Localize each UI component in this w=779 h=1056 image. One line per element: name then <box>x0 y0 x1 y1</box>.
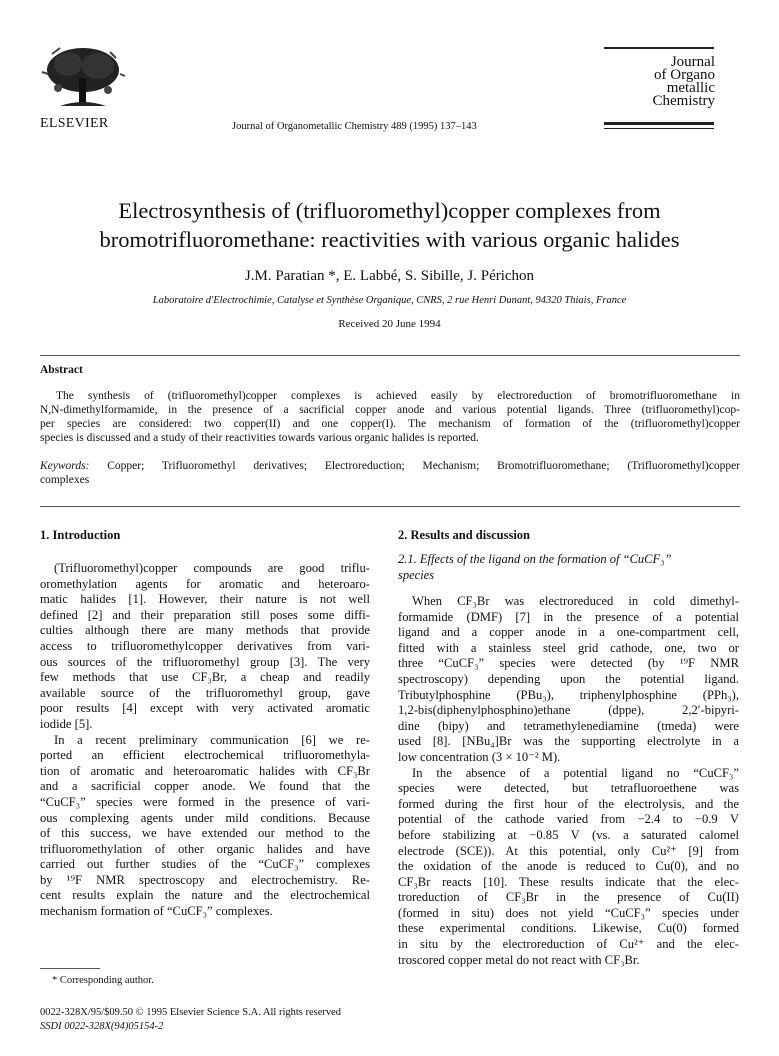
introduction-text <box>40 561 370 920</box>
text-line: ous complexing agents under mild conditions. Because <box>40 810 370 825</box>
text-line: low concentration (3 × 10⁻² M). <box>398 749 561 764</box>
journal-logo-line: Chemistry <box>652 93 715 109</box>
footer-ssdi: SSDI 0022-328X(94)05154-2 <box>40 1021 164 1032</box>
journal-citation: Journal of Organometallic Chemistry 489 (1995) 137–143 <box>232 121 477 132</box>
results-text <box>398 594 739 968</box>
intro-para-1 <box>40 561 370 733</box>
header-rule-bottom <box>604 122 714 125</box>
text-line: species were detected, but tetrafluoroethene was <box>398 781 739 796</box>
text-line: ous sources of the trifluoromethyl group [3]. The very <box>40 654 370 669</box>
text-line: (formed in situ) does not yield “CuCF₃” species under <box>398 905 739 920</box>
text-line: trifluoromethylation of other organic halides and have <box>40 841 370 856</box>
text-line: electrode (SCE)). At this potential, only Cu²⁺ [9] from <box>398 843 739 858</box>
abstract-top-rule <box>40 355 740 356</box>
text-line: the oxidation of the anode is reduced to Cu(0), and no <box>398 859 739 874</box>
text-line: cent results explain the nature and the electrochemical <box>40 888 370 903</box>
journal-logo <box>653 56 716 108</box>
results-para-1 <box>398 594 739 766</box>
text-line: carried out further studies of the “CuCF₃” complexes <box>40 857 370 872</box>
keywords <box>40 459 740 487</box>
text-line: ported an efficient electrochemical trifluoromethyla- <box>40 748 370 763</box>
results-para-2 <box>398 766 739 969</box>
journal-logo-line: Journal <box>670 54 715 70</box>
text-line: culties although there are many methods that provide <box>40 623 370 638</box>
text-line: dine (bipy) and tetramethylenediamine (tmeda) were <box>398 718 739 733</box>
header-rule-bottom2 <box>604 128 714 129</box>
affiliation: Laboratoire d'Electrochimie, Catalyse et Synthèse Organique, CNRS, 2 rue Henri Dunant, 94320 Thiais, France <box>152 295 627 306</box>
text-line: CF₃Br reacts [10]. These results indicate that the elec- <box>398 874 739 889</box>
author-list: J.M. Paratian *, E. Labbé, S. Sibille, J. Périchon <box>244 268 535 284</box>
text-line: “CuCF₃” species were formed in the presence of vari- <box>40 794 370 809</box>
publisher-name: ELSEVIER <box>40 116 109 131</box>
text-line: troscored copper metal do not react with CF₃Br. <box>398 952 640 967</box>
text-line: iodide [5]. <box>40 716 93 731</box>
text-line: mechanism formation of “CuCF₃” complexes. <box>40 904 273 919</box>
text-line: fitted with a stainless steel grid cathode, one, two or <box>398 640 739 655</box>
text-line: before stabilizing at −0.85 V (vs. a saturated calomel <box>398 827 739 842</box>
text-line: 1,2-bis(diphenylphosphino)ethane (dppe), 2,2′-bipyri- <box>398 703 739 718</box>
text-line: defined [2] and their preparation still poses some diffi- <box>40 607 370 622</box>
text-line: in situ by the electroreduction of Cu²⁺ and the elec- <box>398 937 739 952</box>
elsevier-tree-logo <box>40 44 126 114</box>
section-heading-results: 2. Results and discussion <box>398 528 530 542</box>
text-line: used [8]. [NBu₄]Br was the supporting electrolyte in a <box>398 734 739 749</box>
text-line: formed during the first hour of the electrolysis, and the <box>398 796 739 811</box>
subsection-heading <box>398 552 739 583</box>
footnote-corresponding-author: * Corresponding author. <box>52 975 154 986</box>
text-line: access to trifluoromethylcopper derivatives from vari- <box>40 638 370 653</box>
text-line: troreduction of CF₃Br in the presence of Cu(II) <box>398 890 739 905</box>
subsection-heading-line: 2.1. Effects of the ligand on the formation of “CuCF₃” <box>398 552 672 566</box>
text-line: of this success, we have extended our method to the <box>40 826 370 841</box>
received-date: Received 20 June 1994 <box>338 318 441 330</box>
text-line: ligand and a copper anode in a one-compartment cell, <box>398 625 739 640</box>
article-title-line: Electrosynthesis of (trifluoromethyl)copper complexes from <box>118 198 661 223</box>
section-heading-introduction: 1. Introduction <box>40 528 121 542</box>
text-line: few methods that use CF₃Br, a cheap and readily <box>40 670 370 685</box>
header-rule-top <box>604 47 714 49</box>
article-title <box>40 196 739 254</box>
keywords-text: Copper; Trifluoromethyl derivatives; Electroreduction; Mechanism; Bromotrifluoromethane; (Trifluoromethyl)copper <box>89 460 740 472</box>
text-line: these experimental conditions. Likewise, Cu(0) formed <box>398 921 739 936</box>
text-line: formamide (DMF) [7] in the presence of a potential <box>398 609 739 624</box>
footnote-rule <box>40 968 100 969</box>
abstract-line: species is discussed and a study of their reactivities towards various organic halides is reported. <box>40 432 479 444</box>
text-line: and a sacrificial copper anode. We found that the <box>40 779 370 794</box>
text-line: by ¹⁹F NMR spectroscopy and electrochemistry. Re- <box>40 872 370 887</box>
text-line: In a recent preliminary communication [6] we re- <box>54 732 370 747</box>
text-line: Tributylphosphine (PBu₃), triphenylphosphine (PPh₃), <box>398 687 739 702</box>
keywords-text: complexes <box>40 474 90 486</box>
footer-copyright: 0022-328X/95/$09.50 © 1995 Elsevier Science S.A. All rights reserved <box>40 1007 342 1018</box>
text-line: three “CuCF₃” species were detected (by ¹⁹F NMR <box>398 656 739 671</box>
journal-logo-line: metallic <box>666 80 715 96</box>
abstract-heading: Abstract <box>40 364 83 376</box>
abstract-body <box>40 389 740 445</box>
abstract-line: N,N-dimethylformamide, in the presence of a sacrificial copper anode and various potential ligands. Three (trifluoromethyl)cop- <box>40 404 740 416</box>
text-line: available source of the trifluoromethyl group, gave <box>40 685 370 700</box>
text-line: When CF₃Br was electroreduced in cold dimethyl- <box>412 594 739 608</box>
text-line: oromethylation agents for aromatic and heteroaro- <box>40 576 370 591</box>
abstract-bottom-rule <box>40 506 740 507</box>
abstract-line: per species are considered: two copper(II) and one copper(I). The mechanism of formation of the (trifluoromethyl)copper <box>40 418 740 430</box>
text-line: tion of aromatic and heteroaromatic halides with CF₃Br <box>40 763 370 778</box>
text-line: potential of the cathode varied from −2.4 to −0.9 V <box>398 812 739 827</box>
text-line: (Trifluoromethyl)copper compounds are good triflu- <box>54 561 370 575</box>
journal-logo-line: of Organo <box>654 67 715 83</box>
abstract-line: The synthesis of (trifluoromethyl)copper complexes is achieved easily by electroreduction of bromotrifluoromethane in <box>56 390 740 402</box>
keywords-label: Keywords: <box>40 460 90 472</box>
text-line: matic halides [1]. However, their nature is not well <box>40 592 370 607</box>
text-line: In the absence of a potential ligand no “CuCF₃” <box>412 765 739 780</box>
text-line: poor results [4] except with very activated aromatic <box>40 701 370 716</box>
text-line: spectroscopy) depending upon the potential ligand. <box>398 671 739 686</box>
article-title-line: bromotrifluoromethane: reactivities with various organic halides <box>99 227 680 252</box>
intro-para-2 <box>40 733 370 920</box>
subsection-heading-line: species <box>398 567 435 582</box>
